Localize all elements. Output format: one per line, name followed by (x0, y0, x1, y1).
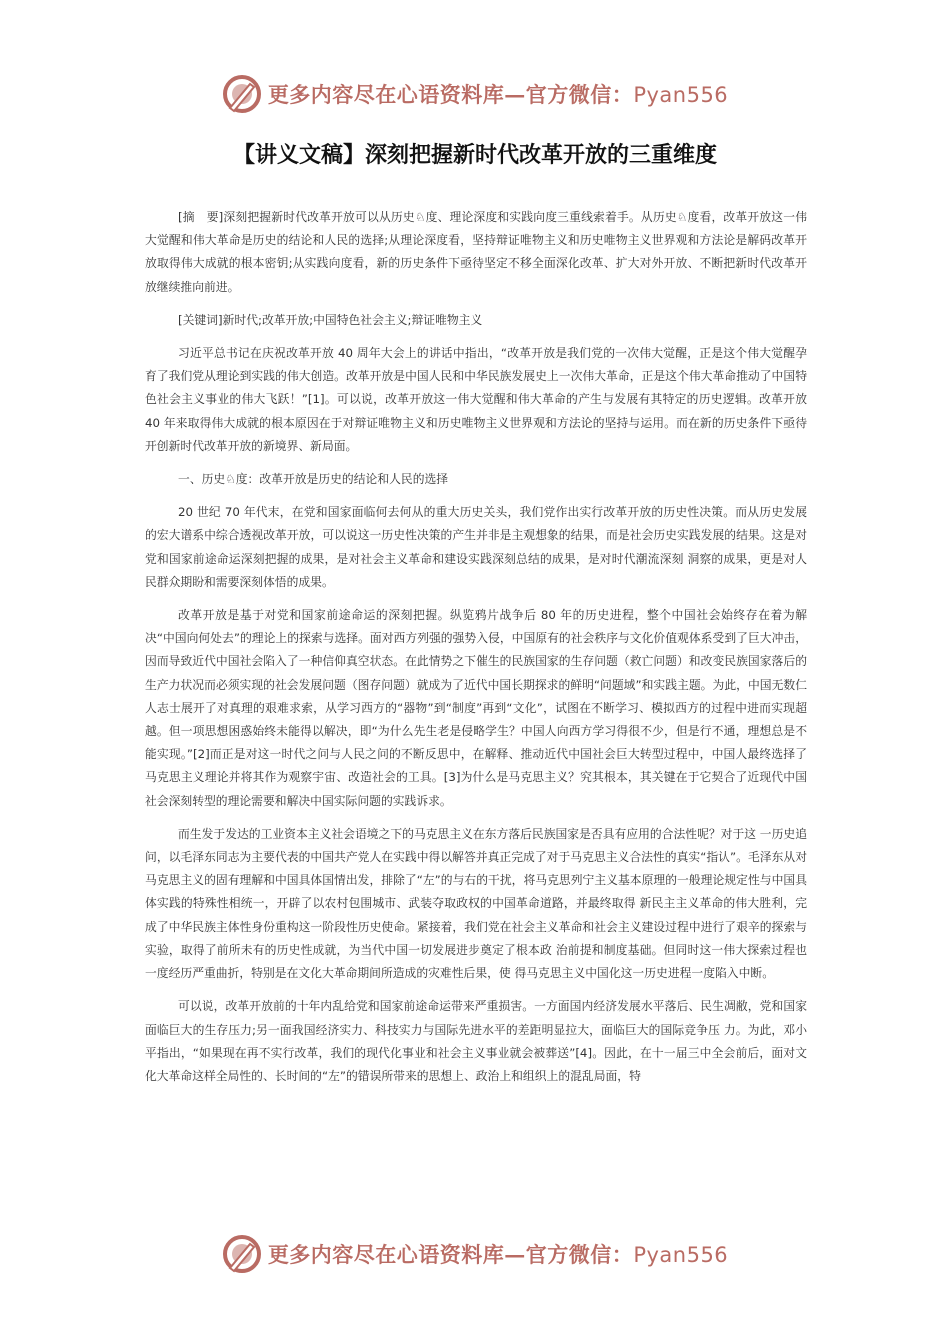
wechat-id: Pyan556 (633, 1243, 729, 1267)
wechat-id: Pyan556 (633, 83, 729, 107)
pen-circle-logo-icon (222, 74, 262, 114)
body-paragraph: 习近平总书记在庆祝改革开放 40 周年大会上的讲话中指出，“改革开放是我们党的一次伟大觉醒，正是这个伟大觉醒孕育了我们党从理论到实践的伟大创造。改革开放是中国人民和中华民族发展史上一次伟大革命，正是这个伟大革命推动了中国特色社会主义事业的伟大飞跃！”[1]。可以说，改革开放这一伟大觉醒和伟大革命的产生与发展有其特定的历史逻辑。改革开放 40 年来取得伟大成就的根本原因在于对辩证唯物主义和历史唯物主义世界观和方法论的坚持与运用。而在新的历史条件下亟待开创新时代改革开放的新境界、新局面。 (145, 346, 807, 453)
body-paragraph: 改革开放是基于对党和国家前途命运的深刻把握。纵览鸦片战争后 80 年的历史进程，整个中国社会始终存在着为解决“中国向何处去”的理论上的探索与选择。面对西方列强的强势入侵，中国原有的社会秩序与文化价值观体系受到了巨大冲击，因而导致近代中国社会陷入了一种信仰真空状态。在此情势之下催生的民族国家的生存问题（救亡问题）和改变民族国家落后的生产力状况而必须实现的社会发展问题（图存问题）就成为了近代中国长期探求的鲜明“问题域”和实践主题。为此，中国无数仁人志士展开了对真理的艰难求索，从学习西方的“器物”到“制度”再到“文化”，试图在不断学习、模拟西方的过程中进而实现超越。但一项思想困惑始终未能得以解决，即“为什么先生老是侵略学生？中国人向西方学习得很不少，但是行不通，理想总是不能实现。”[2]而正是对这一时代之问与人民之问的不断反思中，在解释、推动近代中国社会巨大转型过程中，中国人最终选择了马克思主义理论并将其作为观察宇宙、改造社会的工具。[3]为什么是马克思主义？究其根本，其关键在于它契合了近现代中国社会深刻转型的理论需要和解决中国实际问题的实践诉求。 (145, 608, 807, 808)
pen-circle-logo-icon (222, 1234, 262, 1274)
body-paragraph: 可以说，改革开放前的十年内乱给党和国家前途命运带来严重损害。一方面国内经济发展水平落后、民生凋敝，党和国家面临巨大的生存压力;另一面我国经济实力、科技实力与国际先进水平的差距明显拉大，面临巨大的国际竞争压 力。为此，邓小平指出，“如果现在再不实行改革，我们的现代化事业和社会主义事业就会被葬送”[4]。因此，在十一届三中全会前后，面对文化大革命这样全局性的、长时间的“左”的错误所带来的思想上、政治上和组织上的混乱局面，特 (145, 999, 807, 1083)
watermark-text: 更多内容尽在心语资料库—官方微信：Pyan556 (267, 1242, 729, 1267)
watermark-text: 更多内容尽在心语资料库—官方微信：Pyan556 (267, 82, 729, 107)
document-body (145, 206, 807, 1098)
body-paragraph: 而生发于发达的工业资本主义社会语境之下的马克思主义在东方落后民族国家是否具有应用的合法性呢？对于这 一历史追问，以毛泽东同志为主要代表的中国共产党人在实践中得以解答并真正完成了对于马克思主义合法性的真实“指认”。毛泽东从对马克思主义的固有理解和中国具体国情出发，排除了“左”的与右的干扰，将马克思列宁主义基本原理的一般理论规定性与中国具体实践的特殊性相统一，开辟了以农村包围城市、武装夺取政权的中国革命道路，并最终取得 新民主主义革命的伟大胜利，完成了中华民族主体性身份重构这一阶段性历史使命。紧接着，我们党在社会主义革命和社会主义建设过程中进行了艰辛的探索与实验，取得了前所未有的历史性成就，为当代中国一切发展进步奠定了根本政 治前提和制度基础。但同时这一伟大探索过程也一度经历严重曲折，特别是在文化大革命期间所造成的灾难性后果，使 得马克思主义中国化这一历史进程一度陷入中断。 (145, 826, 807, 981)
footer-watermark (0, 1232, 950, 1276)
section-heading: 一、历史♘度：改革开放是历史的结论和人民的选择 (178, 472, 449, 487)
header-watermark (0, 72, 950, 116)
document-title: 【讲义文稿】深刻把握新时代改革开放的三重维度 (232, 143, 717, 168)
keywords-paragraph: [关键词]新时代;改革开放;中国特色社会主义;辩证唯物主义 (178, 312, 483, 327)
abstract-paragraph: [摘 要]深刻把握新时代改革开放可以从历史♘度、理论深度和实践向度三重线索着手。从历史♘度看，改革开放这一伟大觉醒和伟大革命是历史的结论和人民的选择;从理论深度看，坚持辩证唯物主义和历史唯物主义世界观和方法论是解码改革开放取得伟大成就的根本密钥;从实践向度看，新的历史条件下亟待坚定不移全面深化改革、扩大对外开放、不断把新时代改革开放继续推向前进。 (145, 210, 807, 294)
body-paragraph: 20 世纪 70 年代末，在党和国家面临何去何从的重大历史关头，我们党作出实行改革开放的历史性决策。而从历史发展的宏大谱系中综合透视改革开放，可以说这一历史性决策的产生并非是主观想象的结果，而是社会历史实践发展的结果。这是对党和国家前途命运深刻把握的成果，是对社会主义革命和建设实践深刻总结的成果，是对时代潮流深刻 洞察的成果，更是对人民群众期盼和需要深刻体悟的成果。 (145, 505, 807, 589)
